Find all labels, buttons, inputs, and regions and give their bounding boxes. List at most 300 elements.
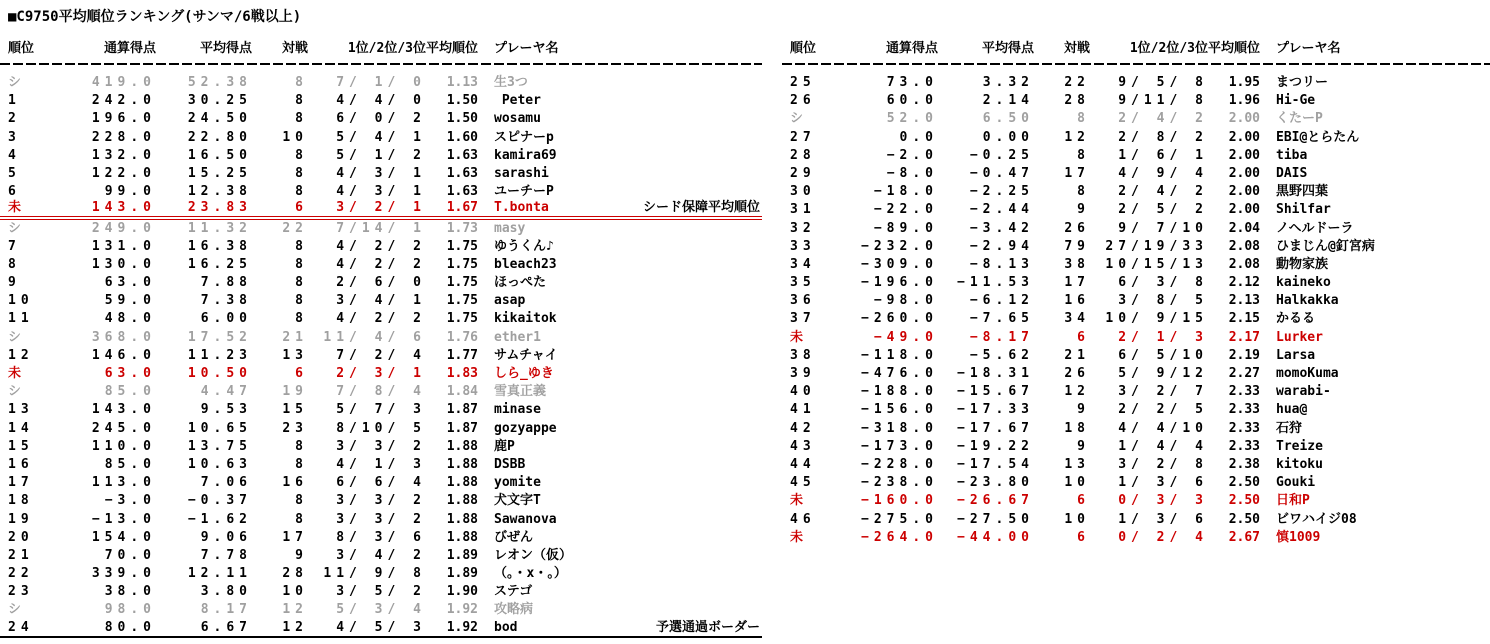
player-name-cell [1260,365,1490,383]
total-points-cell: 38.0 [104,584,156,600]
table-row [0,565,762,583]
rank-cell: シ [8,602,27,618]
avg-rank-cell: 2.00 [1228,147,1260,163]
player-name-cell [478,165,762,183]
table-row [782,383,1490,401]
games-cell: 8 [295,93,308,109]
player-name-cell [1260,129,1490,147]
avg-points-cell: 4.47 [200,384,252,400]
rank-cell: 35 [790,275,816,291]
player-name-cell [478,238,762,256]
places-cell: 2/ 3/ 1 [323,366,426,381]
player-name-cell [1260,383,1490,401]
places-cell: 5/ 9/12 [1105,366,1208,381]
games-cell: 8 [295,165,308,181]
avg-rank-cell: 2.50 [1228,493,1260,509]
player-name: ユーチーP [494,184,554,200]
player-name: T.bonta [494,200,549,216]
places-cell: 1/ 6/ 1 [1105,147,1208,163]
column-header-total: 通算得点 [885,41,938,56]
avg-rank-cell: 2.67 [1228,529,1260,545]
player-name: Gouki [1276,475,1316,491]
places-cell: 9/ 5/ 8 [1105,75,1208,90]
player-name-cell [1260,492,1490,510]
games-cell: 12 [282,619,308,635]
games-cell: 8 [295,511,308,527]
avg-rank-cell: 1.87 [446,402,478,418]
player-name-cell [478,74,762,92]
player-name-cell [478,199,762,217]
rank-cell: 1 [8,93,21,109]
player-name: かるる [1276,311,1316,327]
player-name: レオン（仮） [494,547,573,563]
places-cell: 7/ 2/ 4 [323,347,426,363]
games-cell: 16 [1064,293,1090,309]
table-row [0,456,762,474]
games-cell: 8 [295,438,308,454]
player-name-cell [1260,147,1490,165]
player-name: 犬文字T [494,493,541,509]
table-row [0,74,762,92]
table-row [782,110,1490,128]
total-points-cell: 113.0 [91,475,156,491]
avg-rank-cell: 1.63 [446,184,478,200]
table-row [0,201,762,219]
column-header-places: 1位/2位/3位 [1129,41,1208,56]
table-row [782,92,1490,110]
games-cell: 10 [282,129,308,145]
avg-rank-cell: 2.13 [1228,293,1260,309]
places-cell: 11/ 9/ 8 [323,566,426,582]
avg-points-cell: −0.37 [187,493,252,509]
avg-rank-cell: 2.19 [1228,347,1260,363]
avg-points-cell: 16.38 [187,238,252,254]
avg-rank-cell: 1.92 [446,619,478,635]
games-cell: 21 [282,329,308,345]
places-cell: 3/ 3/ 2 [323,511,426,527]
row-annotation: シード保障平均順位 [642,200,760,216]
total-points-cell: 60.0 [886,93,938,109]
table-row [782,420,1490,438]
avg-points-cell: 11.23 [187,347,252,363]
table-row [0,583,762,601]
player-name: 鹿P [494,438,515,454]
avg-points-cell: 6.67 [200,619,252,635]
avg-rank-cell: 1.92 [446,602,478,618]
places-cell: 2/ 2/ 5 [1105,402,1208,418]
player-name: ひまじん@釘宮病 [1276,238,1375,254]
rank-cell: 41 [790,402,816,418]
player-name: くたーP [1276,111,1323,127]
avg-rank-cell: 2.33 [1228,420,1260,436]
player-name: wosamu [494,111,541,127]
games-cell: 26 [1064,366,1090,381]
rank-cell: シ [790,111,809,127]
places-cell: 6/ 0/ 2 [323,111,426,127]
player-name-cell [478,601,762,619]
player-name: 攻略病 [494,602,534,618]
avg-points-cell: −2.44 [969,202,1034,218]
table-row [782,74,1490,92]
header-separator [782,63,1490,65]
places-cell: 2/ 4/ 2 [1105,111,1208,127]
games-cell: 28 [282,566,308,582]
avg-rank-cell: 1.88 [446,475,478,491]
player-name-cell [1260,256,1490,274]
total-points-cell: −98.0 [873,293,938,309]
player-name-cell [478,511,762,529]
rank-cell: 未 [8,200,27,216]
player-name-cell [1260,420,1490,438]
rank-cell: 4 [8,147,21,163]
rank-cell: 22 [8,566,34,582]
avg-rank-cell: 1.50 [446,111,478,127]
games-cell: 10 [1064,475,1090,491]
player-name: Lurker [1276,329,1323,345]
player-name: 慎1009 [1276,529,1321,545]
total-points-cell: 368.0 [91,329,156,345]
rank-cell: 5 [8,165,21,181]
player-name: Shilfar [1276,202,1331,218]
player-name: （。・x・。） [494,566,567,582]
rank-cell: 16 [8,456,34,472]
avg-points-cell: 22.80 [187,129,252,145]
avg-rank-cell: 1.63 [446,147,478,163]
table-row [0,601,762,619]
player-name-cell [478,456,762,474]
player-name-cell [1260,456,1490,474]
games-cell: 9 [1077,402,1090,418]
player-name: ほっぺた [494,275,547,291]
table-row [0,165,762,183]
table-row [782,492,1490,510]
avg-points-cell: 16.25 [187,256,252,272]
games-cell: 28 [1064,93,1090,109]
games-cell: 18 [1064,420,1090,436]
total-points-cell: 419.0 [91,75,156,90]
ranking-table-right [782,40,1490,547]
avg-rank-cell: 2.33 [1228,438,1260,454]
avg-rank-cell: 2.33 [1228,402,1260,418]
total-points-cell: 80.0 [104,619,156,635]
total-points-cell: 132.0 [91,147,156,163]
total-points-cell: 143.0 [91,200,156,216]
avg-points-cell: 7.06 [200,475,252,491]
total-points-cell: 63.0 [104,275,156,291]
rank-cell: 43 [790,438,816,454]
games-cell: 8 [295,147,308,163]
player-name-cell [1260,329,1490,347]
avg-points-cell: 17.52 [187,329,252,345]
table-row [782,201,1490,219]
avg-points-cell: 0.00 [982,129,1034,145]
column-header-avg: 平均得点 [199,41,252,56]
rank-cell: 32 [790,220,816,236]
places-cell: 4/ 4/ 0 [323,93,426,109]
games-cell: 22 [282,220,308,236]
total-points-cell: −275.0 [861,511,938,527]
total-points-cell: 85.0 [104,384,156,400]
player-name: ビワハイジ08 [1276,511,1357,527]
table-row [0,110,762,128]
player-name: bod [494,619,518,635]
places-cell: 10/15/13 [1105,256,1208,272]
player-name-cell [478,529,762,547]
places-cell: 6/ 5/10 [1105,347,1208,363]
total-points-cell: 0.0 [899,129,938,145]
rank-cell: 13 [8,402,34,418]
player-name: 雪真正義 [494,384,547,400]
player-name-cell [1260,238,1490,256]
table-row [782,347,1490,365]
games-cell: 10 [282,584,308,600]
avg-rank-cell: 2.27 [1228,366,1260,381]
total-points-cell: −173.0 [861,438,938,454]
total-points-cell: −160.0 [861,493,938,509]
avg-points-cell: 24.50 [187,111,252,127]
avg-rank-cell: 2.17 [1228,329,1260,345]
table-row [0,147,762,165]
places-cell: 3/ 2/ 7 [1105,384,1208,400]
player-name: asap [494,293,526,309]
games-cell: 8 [295,256,308,272]
table-row [0,511,762,529]
rank-cell: 未 [790,493,809,509]
rank-cell: 12 [8,347,34,363]
table-row [0,238,762,256]
places-cell: 4/ 3/ 1 [323,184,426,200]
avg-points-cell: 13.75 [187,438,252,454]
games-cell: 8 [295,493,308,509]
player-name-cell [478,147,762,165]
table-row [0,365,762,383]
places-cell: 3/ 4/ 1 [323,293,426,309]
player-name: ゆうくん♪ [494,238,554,254]
table-row [0,274,762,292]
avg-points-cell: 2.14 [982,93,1034,109]
column-header-avgrank: 平均順位 [1208,41,1261,56]
rank-cell: 28 [790,147,816,163]
total-points-cell: 154.0 [91,529,156,545]
avg-points-cell: −6.12 [969,293,1034,309]
places-cell: 6/ 6/ 4 [323,475,426,491]
player-name-cell [478,92,762,110]
player-name: DAIS [1276,165,1308,181]
avg-points-cell: 10.50 [187,366,252,381]
games-cell: 38 [1064,256,1090,272]
games-cell: 8 [1077,184,1090,200]
rank-cell: 未 [790,329,809,345]
row-annotation: 予選通過ボーダー [655,619,760,635]
avg-rank-cell: 1.73 [446,220,478,236]
rank-cell: 18 [8,493,34,509]
player-name: kikaitok [494,311,557,327]
column-header-rank: 順位 [790,41,817,56]
player-name: minase [494,402,541,418]
total-points-cell: −8.0 [886,165,938,181]
avg-points-cell: −0.47 [969,165,1034,181]
rank-cell: 29 [790,165,816,181]
avg-points-cell: 8.17 [200,602,252,618]
player-name: kitoku [1276,456,1323,472]
avg-points-cell: 6.00 [200,311,252,327]
rank-cell: 19 [8,511,34,527]
games-cell: 6 [295,366,308,381]
games-cell: 6 [1077,329,1090,345]
total-points-cell: 228.0 [91,129,156,145]
avg-rank-cell: 1.67 [446,200,478,216]
games-cell: 22 [1064,75,1090,90]
table-row [0,129,762,147]
table-row [782,310,1490,328]
games-cell: 13 [1064,456,1090,472]
avg-points-cell: −17.33 [957,402,1034,418]
avg-rank-cell: 1.96 [1228,93,1260,109]
table-row [782,365,1490,383]
places-cell: 4/ 4/10 [1105,420,1208,436]
avg-rank-cell: 2.00 [1228,184,1260,200]
avg-points-cell: −44.00 [957,529,1034,545]
table-row [782,274,1490,292]
games-cell: 79 [1064,238,1090,254]
games-cell: 8 [1077,147,1090,163]
table-row [0,92,762,110]
table-row [0,420,762,438]
places-cell: 4/ 1/ 3 [323,456,426,472]
places-cell: 3/ 2/ 8 [1105,456,1208,472]
total-points-cell: 73.0 [886,75,938,90]
games-cell: 21 [1064,347,1090,363]
player-name: Treize [1276,438,1323,454]
total-points-cell: 48.0 [104,311,156,327]
games-cell: 9 [1077,438,1090,454]
rank-cell: シ [8,384,27,400]
total-points-cell: −49.0 [873,329,938,345]
player-name: ether1 [494,329,541,345]
total-points-cell: 52.0 [886,111,938,127]
player-name-cell [478,347,762,365]
total-points-cell: −196.0 [861,275,938,291]
avg-rank-cell: 1.63 [446,165,478,181]
player-name: gozyappe [494,420,557,436]
places-cell: 7/ 8/ 4 [323,384,426,400]
rank-cell: シ [8,75,27,90]
player-name: momoKuma [1276,366,1339,381]
player-name-cell [1260,438,1490,456]
player-name: yomite [494,475,541,491]
avg-points-cell: 23.83 [187,200,252,216]
table-header [0,40,762,58]
rank-cell: 30 [790,184,816,200]
table-row [782,401,1490,419]
player-name-cell [478,492,762,510]
avg-points-cell: −27.50 [957,511,1034,527]
places-cell: 2/ 4/ 2 [1105,184,1208,200]
places-cell: 8/10/ 5 [323,420,426,436]
player-name: サムチャイ [494,347,558,363]
player-name-cell [478,619,762,637]
player-name-cell [478,565,762,583]
table-row [0,347,762,365]
games-cell: 12 [282,602,308,618]
rank-cell: 17 [8,475,34,491]
games-cell: 6 [295,200,308,216]
player-name-cell [1260,474,1490,492]
games-cell: 17 [1064,275,1090,291]
total-points-cell: 245.0 [91,420,156,436]
total-points-cell: −232.0 [861,238,938,254]
total-points-cell: −18.0 [873,184,938,200]
avg-rank-cell: 1.88 [446,529,478,545]
places-cell: 7/14/ 1 [323,220,426,236]
avg-rank-cell: 1.89 [446,547,478,563]
games-cell: 6 [1077,493,1090,509]
avg-points-cell: 9.06 [200,529,252,545]
total-points-cell: 146.0 [91,347,156,363]
places-cell: 0/ 2/ 4 [1105,529,1208,545]
total-points-cell: −264.0 [861,529,938,545]
rank-cell: シ [8,220,27,236]
avg-rank-cell: 1.75 [446,238,478,254]
avg-rank-cell: 2.00 [1228,129,1260,145]
total-points-cell: −89.0 [873,220,938,236]
column-header-name: プレーヤ名 [1276,41,1341,56]
rank-cell: 23 [8,584,34,600]
places-cell: 5/ 1/ 2 [323,147,426,163]
avg-rank-cell: 1.77 [446,347,478,363]
rank-cell: 10 [8,293,34,309]
player-name: Larsa [1276,347,1316,363]
rank-cell: 15 [8,438,34,454]
avg-rank-cell: 2.50 [1228,511,1260,527]
page-title: ■C9750平均順位ランキング(サンマ/6戦以上) [8,9,302,25]
places-cell: 3/ 8/ 5 [1105,293,1208,309]
total-points-cell: 242.0 [91,93,156,109]
player-name-cell [478,129,762,147]
avg-points-cell: 7.38 [200,293,252,309]
rank-cell: 25 [790,75,816,90]
table-header [782,40,1490,58]
player-name-cell [478,365,762,383]
player-name: tiba [1276,147,1308,163]
avg-rank-cell: 2.00 [1228,111,1260,127]
player-name-cell [478,438,762,456]
avg-points-cell: 52.38 [187,75,252,90]
rank-cell: 2 [8,111,21,127]
column-header-name: プレーヤ名 [494,41,559,56]
total-points-cell: 63.0 [104,366,156,381]
rank-cell: 27 [790,129,816,145]
avg-rank-cell: 2.00 [1228,165,1260,181]
avg-rank-cell: 1.60 [446,129,478,145]
total-points-cell: −22.0 [873,202,938,218]
avg-points-cell: 15.25 [187,165,252,181]
rank-cell: 3 [8,129,21,145]
places-cell: 3/ 3/ 2 [323,493,426,509]
games-cell: 17 [1064,165,1090,181]
avg-rank-cell: 1.88 [446,493,478,509]
column-header-rank: 順位 [8,41,35,56]
avg-rank-cell: 1.75 [446,275,478,291]
table-row [782,438,1490,456]
player-name: EBI@とらたん [1276,129,1360,145]
places-cell: 3/ 5/ 2 [323,584,426,600]
table-row [0,492,762,510]
avg-points-cell: −5.62 [969,347,1034,363]
player-name-cell [1260,220,1490,238]
rank-cell: 24 [8,619,34,635]
places-cell: 2/ 8/ 2 [1105,129,1208,145]
